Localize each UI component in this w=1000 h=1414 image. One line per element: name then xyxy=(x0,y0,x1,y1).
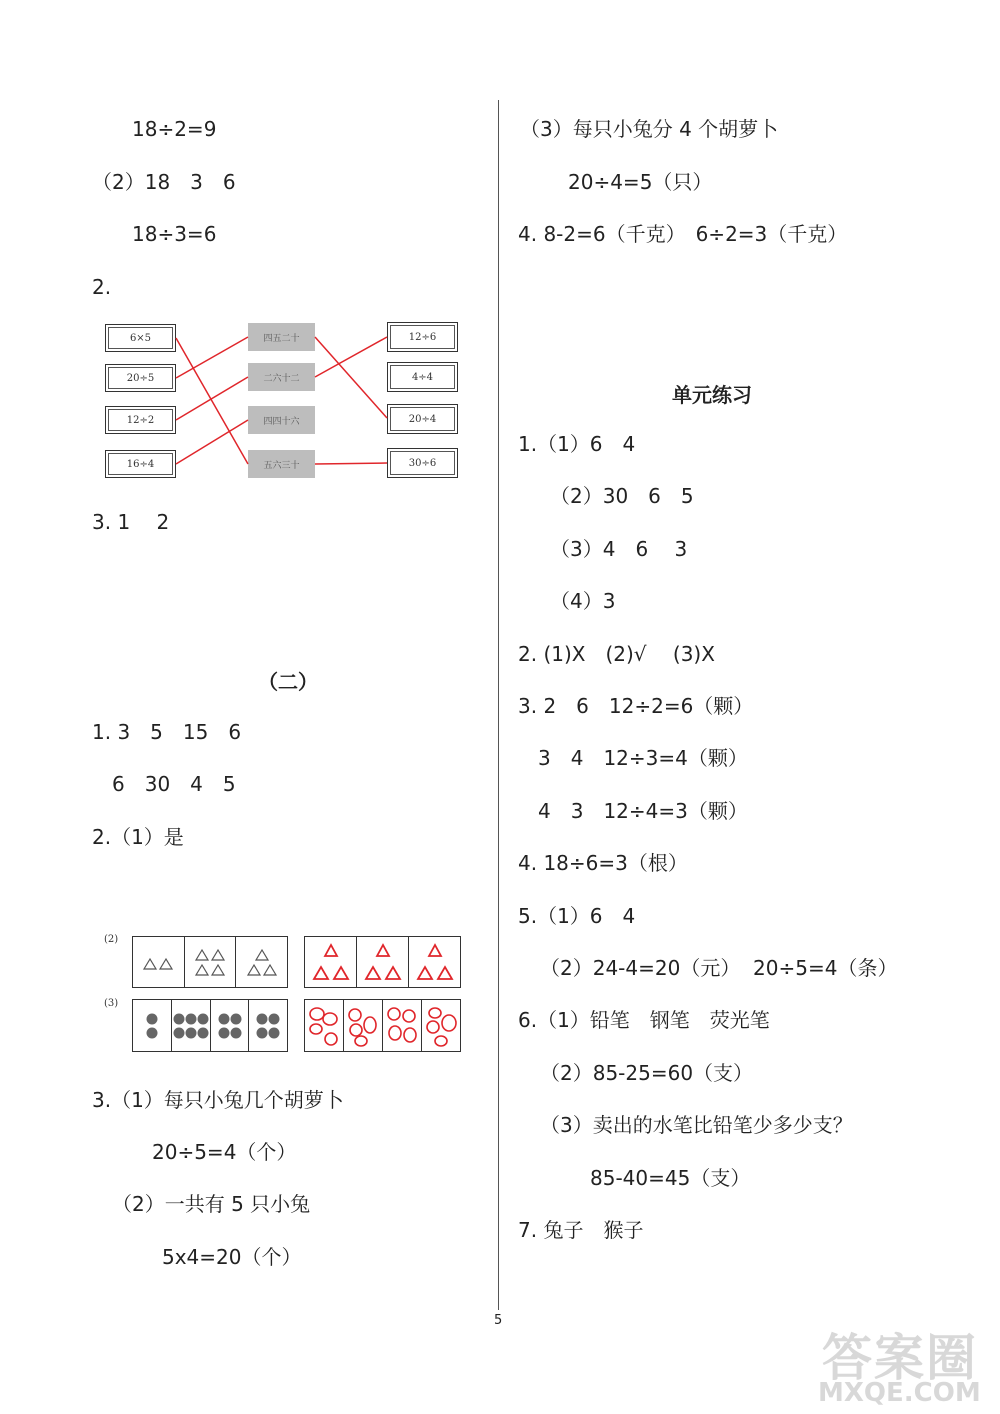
oval-group-red xyxy=(345,1003,381,1049)
match-mid-box: 五六三十 xyxy=(248,450,315,478)
group-cell xyxy=(383,1000,422,1051)
page-number: 5 xyxy=(494,1313,503,1328)
answer-line: （2）一共有 5 只小兔 xyxy=(112,1192,311,1216)
question-number: 2. xyxy=(92,275,112,299)
oval-group-red xyxy=(423,1003,459,1049)
oval-group-red xyxy=(306,1003,342,1049)
group-cell xyxy=(133,937,185,987)
answer-line: 2. (1)X (2)√ (3)X xyxy=(518,642,715,666)
group-cell xyxy=(409,937,460,987)
answer-line: 1.（1）6 4 xyxy=(518,432,636,456)
dot-group xyxy=(254,1011,282,1041)
answer-line: 4 3 12÷4=3（颗） xyxy=(538,799,748,823)
match-left-box: 20÷5 xyxy=(105,364,176,392)
match-line xyxy=(315,337,387,377)
group-cell xyxy=(172,1000,211,1051)
match-right-box: 20÷4 xyxy=(387,404,458,434)
answer-line: 1. 3 5 15 6 xyxy=(92,720,242,744)
answer-line: 18÷2=9 xyxy=(132,117,217,141)
triangle-panel-gray xyxy=(132,936,288,988)
answer-line: 20÷4=5（只） xyxy=(568,170,713,194)
answer-line: 4. 18÷6=3（根） xyxy=(518,851,688,875)
answer-line: （2）18 3 6 xyxy=(92,170,236,194)
match-line xyxy=(176,420,248,464)
answer-line: （3）卖出的水笔比铅笔少多少支？ xyxy=(540,1113,853,1137)
group-cell xyxy=(211,1000,250,1051)
oval-group-red xyxy=(384,1003,420,1049)
answer-line: （2）24-4=20（元） 20÷5=4（条） xyxy=(540,956,898,980)
figure-label: (3) xyxy=(104,998,119,1009)
answer-line: 18÷3=6 xyxy=(132,222,217,246)
oval-panel-red xyxy=(304,999,461,1052)
triangle-group xyxy=(245,946,279,978)
match-line xyxy=(315,463,387,464)
answer-line: 85-40=45（支） xyxy=(590,1166,751,1190)
answer-line: 4. 8-2=6（千克） 6÷2=3（千克） xyxy=(518,222,848,246)
answer-line: 3 4 12÷3=4（颗） xyxy=(538,746,748,770)
answer-line: （2）30 6 5 xyxy=(550,484,694,508)
answer-line: （4）3 xyxy=(550,589,616,613)
match-mid-box: 四五二十 xyxy=(248,323,315,351)
triangle-group xyxy=(141,952,175,972)
answer-line: 20÷5=4（个） xyxy=(152,1140,297,1164)
answer-line: 3. 2 6 12÷2=6（颗） xyxy=(518,694,754,718)
answer-line: （2）85-25=60（支） xyxy=(540,1061,754,1085)
triangle-group-red xyxy=(363,941,403,983)
answer-line: 3.（1）每只小兔几个胡萝卜 xyxy=(92,1088,344,1112)
figure-label: (2) xyxy=(104,934,119,945)
triangle-group-red xyxy=(415,941,455,983)
dot-panel-gray xyxy=(132,999,288,1052)
match-left-box: 16÷4 xyxy=(105,450,176,478)
match-left-box: 12÷2 xyxy=(105,406,176,434)
group-cell xyxy=(185,937,237,987)
group-cell xyxy=(133,1000,172,1051)
watermark-url: MXQE.COM xyxy=(818,1378,981,1408)
section-title: （二） xyxy=(258,670,318,694)
answer-line: 3. 1 2 xyxy=(92,510,170,534)
answer-line: 6.（1）铅笔 钢笔 荧光笔 xyxy=(518,1008,770,1032)
answer-line: （3）每只小兔分 4 个胡萝卜 xyxy=(520,117,779,141)
match-right-box: 12÷6 xyxy=(387,322,458,352)
group-cell xyxy=(236,937,287,987)
match-right-box: 4÷4 xyxy=(387,362,458,392)
answer-line: （3）4 6 3 xyxy=(550,537,688,561)
answer-line: 6 30 4 5 xyxy=(112,772,236,796)
group-cell xyxy=(422,1000,460,1051)
match-line xyxy=(176,377,248,420)
answer-line: 5x4=20（个） xyxy=(162,1245,302,1269)
triangle-group xyxy=(193,946,227,978)
group-cell xyxy=(249,1000,287,1051)
dot-group xyxy=(142,1011,162,1041)
section-title: 单元练习 xyxy=(672,383,752,407)
match-mid-box: 二六十二 xyxy=(248,363,315,391)
group-cell xyxy=(305,1000,344,1051)
answer-line: 7. 兔子 猴子 xyxy=(518,1218,644,1242)
answer-line: 2.（1）是 xyxy=(92,825,184,849)
group-cell xyxy=(305,937,357,987)
triangle-group-red xyxy=(311,941,351,983)
dot-group xyxy=(172,1011,210,1041)
group-cell xyxy=(357,937,409,987)
dot-group xyxy=(216,1011,244,1041)
triangle-panel-red xyxy=(304,936,461,988)
match-line xyxy=(315,337,387,418)
group-cell xyxy=(344,1000,383,1051)
match-mid-box: 四四十六 xyxy=(248,406,315,434)
match-right-box: 30÷6 xyxy=(387,448,458,478)
watermark-logo: 答案圈 xyxy=(822,1329,978,1387)
answer-line: 5.（1）6 4 xyxy=(518,904,636,928)
column-divider xyxy=(498,100,499,1310)
match-left-box: 6×5 xyxy=(105,324,176,352)
